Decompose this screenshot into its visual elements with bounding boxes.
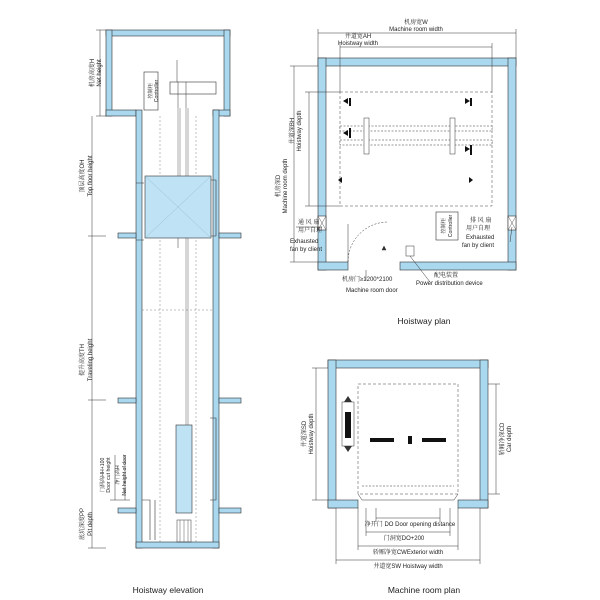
plan-power-cn: 配电装置 xyxy=(434,273,459,279)
plan-hw-width-cn: 井道宽AH xyxy=(344,34,372,40)
plan-mr-depth-en: Machine room depth xyxy=(283,158,289,214)
elevation-net-height-en: Net height xyxy=(97,59,103,87)
elevation-caption: Hoistway elevation xyxy=(132,585,204,595)
machine-room-plan xyxy=(300,360,513,595)
machine-hw-depth-cn: 井道深SD xyxy=(302,420,308,448)
elevation-pit-cn: 底坑深度PP xyxy=(80,507,86,541)
machine-car-depth-en: Car depth xyxy=(507,425,513,453)
machine-caption: Machine room plan xyxy=(387,585,461,595)
plan-door xyxy=(348,222,414,262)
machine-dimensions xyxy=(312,368,500,564)
elevation-pit-en: Pit depth xyxy=(88,512,94,536)
elevation-car xyxy=(145,176,211,248)
machine-hw-width: 井道宽SW Hoistway width xyxy=(373,564,443,570)
elevation-door-height-cn: 门洞高HH+100 xyxy=(100,457,106,493)
plan-power-en: Power distribution device xyxy=(416,281,483,287)
elevation-controller xyxy=(144,60,216,110)
machine-ext-width: 轿厢净宽CWExterior width xyxy=(372,550,444,556)
elevation-net-height-cn: 机房高度H xyxy=(90,58,96,88)
machine-counterweight xyxy=(342,396,354,452)
elevation-travel-en: Traveling height xyxy=(88,338,94,382)
elevation-controller-label-en: Controller xyxy=(154,79,160,103)
elevation-top-floor-cn: 顶层高度OH xyxy=(80,159,86,193)
plan-fan-left-en2: fan by client xyxy=(290,247,323,253)
plan-fan-right-en1: Exhausted xyxy=(466,235,495,241)
elevation-travel-cn: 提升高度TH xyxy=(80,344,86,376)
elevation-door-height-cn2: 净门高H xyxy=(115,465,121,485)
plan-fan-left-cn2: 用户自理 xyxy=(298,228,323,234)
plan-mr-width-en: Machine room width xyxy=(389,27,443,33)
elevation-door-height-en2: Net height of door xyxy=(122,454,128,496)
hoistway-plan xyxy=(274,18,516,326)
plan-controller-cn: 控制柜 xyxy=(441,218,447,234)
elevation-ropes xyxy=(178,108,188,425)
elevation-machine-room xyxy=(106,30,230,116)
machine-door-open: 净开门 DO Door opening distance xyxy=(364,522,456,528)
plan-fan-right-cn1: 排 风 扇 xyxy=(470,218,492,224)
elevation-counterweight xyxy=(176,425,192,542)
plan-hw-width-en: Hoistway width xyxy=(337,41,379,47)
plan-fan-right-en2: fan by client xyxy=(462,243,495,249)
plan-controller-en: Controller xyxy=(448,214,454,238)
elevation-door-height-en1: Door cut height xyxy=(106,457,112,493)
plan-hw-depth-cn: 井道深BH xyxy=(290,117,296,145)
plan-mr-door-cn: 机房门≥1200*2100 xyxy=(342,277,393,283)
plan-fan-right-cn2: 用户自理 xyxy=(466,226,491,232)
machine-rails xyxy=(370,436,446,444)
plan-controller xyxy=(436,212,458,240)
plan-fan-left-cn1: 通 风 扇 xyxy=(298,220,320,226)
plan-fan-left-en1: Exhausted xyxy=(290,239,319,245)
plan-mr-depth-cn: 机房深D xyxy=(276,174,282,198)
plan-mr-width-cn: 机房宽W xyxy=(404,20,428,26)
elevation-controller-label-cn: 控制柜 xyxy=(148,83,154,99)
machine-hw-depth-en: Hoistway depth xyxy=(309,413,315,455)
plan-hw-depth-en: Hoistway depth xyxy=(297,110,303,152)
plan-caption: Hoistway plan xyxy=(397,316,451,326)
plan-mr-door-en: Machine room door xyxy=(346,288,398,294)
machine-door-cut: 门洞宽DO+200 xyxy=(383,536,425,542)
elevation-top-floor-en: Top floor height xyxy=(88,155,94,197)
machine-car-depth-cn: 轿厢净深CD xyxy=(500,422,506,456)
machine-door-sill xyxy=(358,486,458,500)
hoistway-elevation xyxy=(78,30,241,595)
